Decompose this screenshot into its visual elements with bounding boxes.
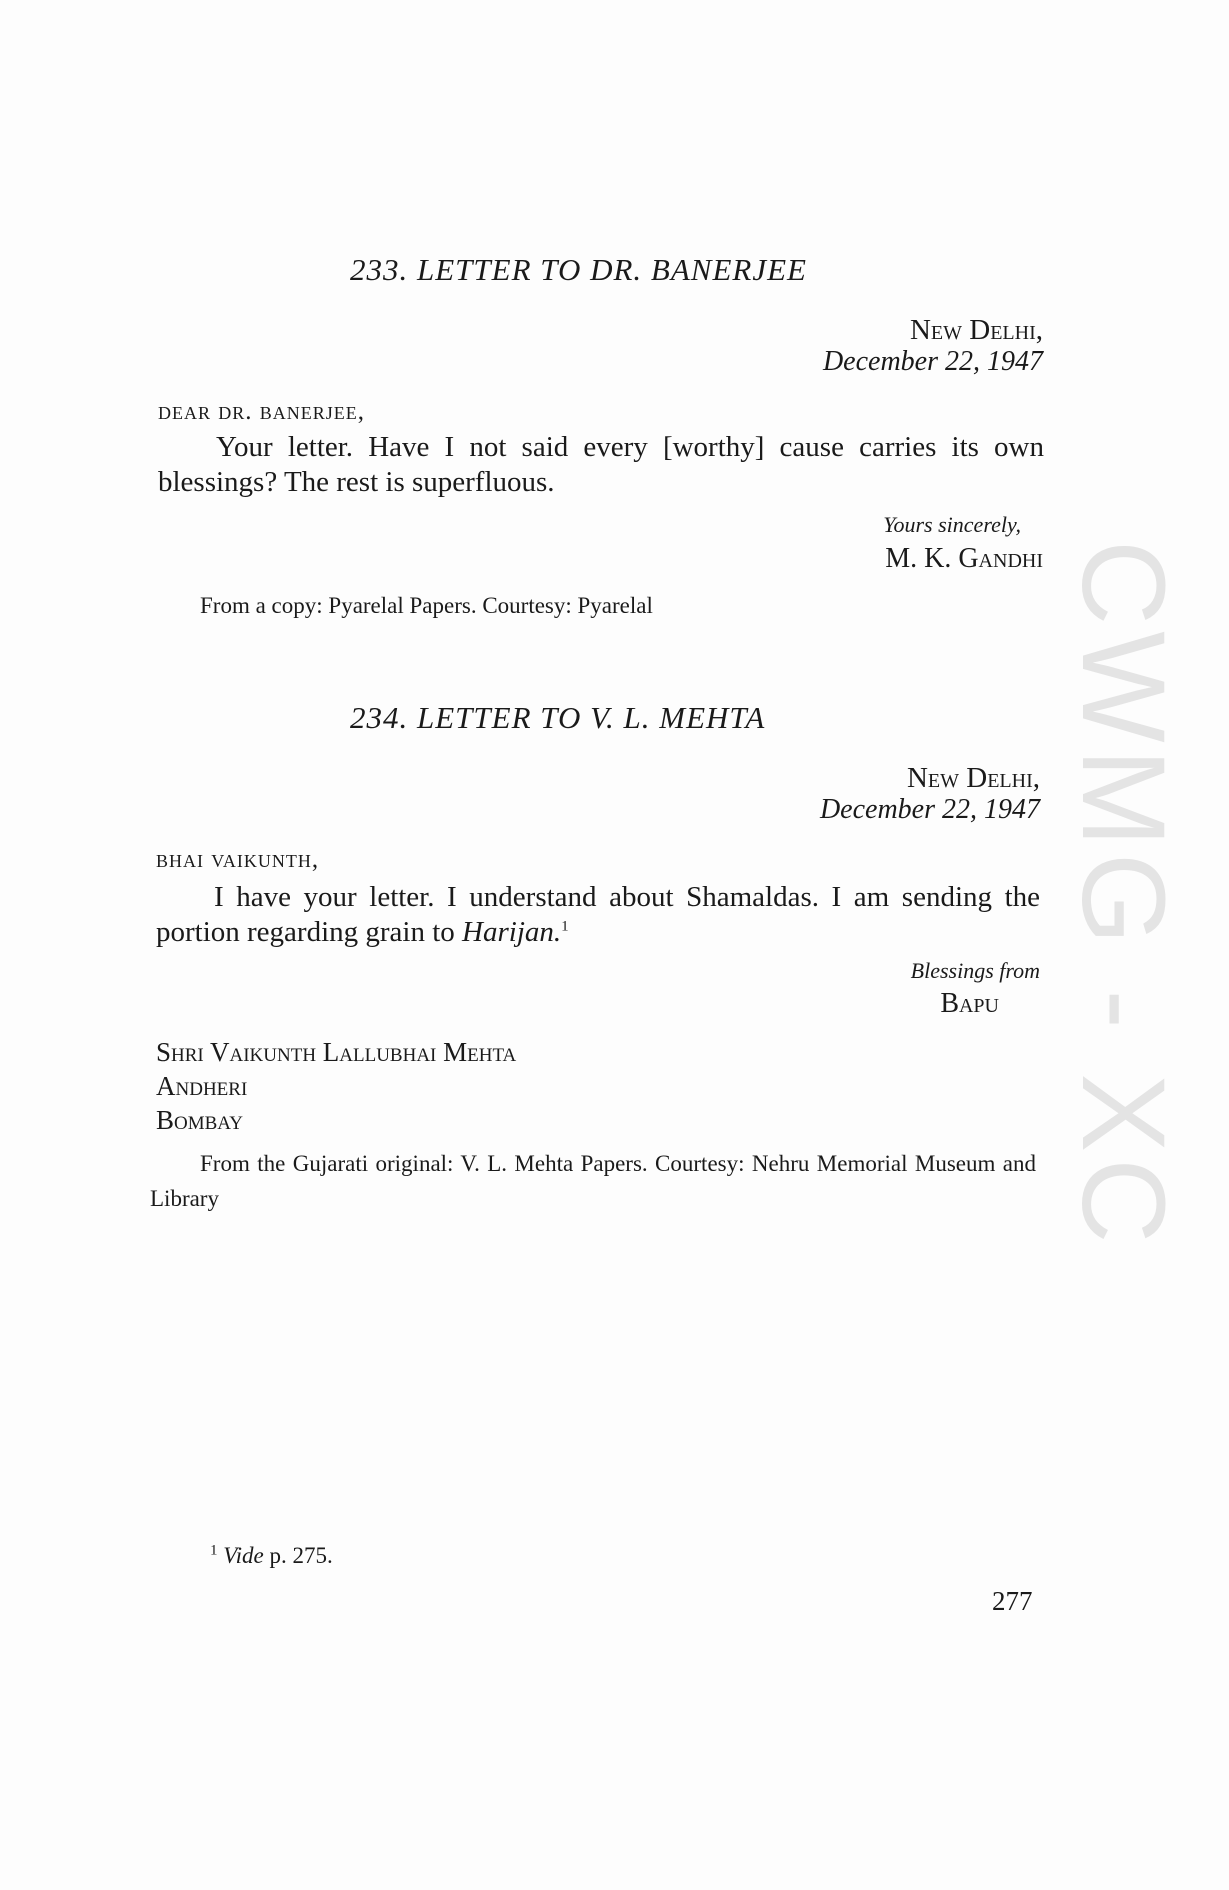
page-number: 277 <box>992 1586 1033 1616</box>
letter-signature: M. K. Gandhi <box>885 543 1043 574</box>
footnote-italic: Vide <box>223 1543 264 1568</box>
letter-body <box>158 430 1044 500</box>
recipient-address <box>156 1035 516 1137</box>
letter-salutation: dear dr. banerjee, <box>158 398 366 425</box>
letter-place: New Delhi, <box>909 314 1043 346</box>
footnote-marker: 1 <box>561 918 569 935</box>
footnote-number: 1 <box>210 1542 218 1559</box>
letter-salutation: bhai vaikunth, <box>156 846 320 873</box>
letter-body-text: I have your letter. I understand about Shamaldas. I am sending the portion regarding grain to <box>156 881 1040 948</box>
letter-closing: Blessings from <box>910 958 1040 983</box>
letter-title: 233. LETTER TO DR. BANERJEE <box>350 252 807 287</box>
watermark: CWMG - XC <box>1057 540 1189 1250</box>
address-line: Bombay <box>156 1105 243 1135</box>
letter-place: New Delhi, <box>906 762 1040 794</box>
footnote-text: p. 275. <box>263 1543 333 1568</box>
letter-body <box>156 880 1040 950</box>
letter-closing: Yours sincerely, <box>883 512 1021 537</box>
footnote <box>210 1543 333 1569</box>
address-line: Andheri <box>156 1071 248 1101</box>
letter-source: From a copy: Pyarelal Papers. Courtesy: Pyarelal <box>200 593 653 618</box>
letter-signature: Bapu <box>940 988 999 1019</box>
letter-title: 234. LETTER TO V. L. MEHTA <box>350 700 766 735</box>
address-line: Shri Vaikunth Lallubhai Mehta <box>156 1037 517 1067</box>
letter-date: December 22, 1947 <box>822 346 1043 377</box>
letter-date: December 22, 1947 <box>819 794 1040 825</box>
publication-name: Harijan. <box>462 916 562 948</box>
letter-body-text: Your letter. Have I not said every [worthy] cause carries its own blessings? The rest is superfluous. <box>158 431 1044 498</box>
letter-source: From the Gujarati original: V. L. Mehta Papers. Courtesy: Nehru Memorial Museum and Library <box>150 1151 1036 1211</box>
